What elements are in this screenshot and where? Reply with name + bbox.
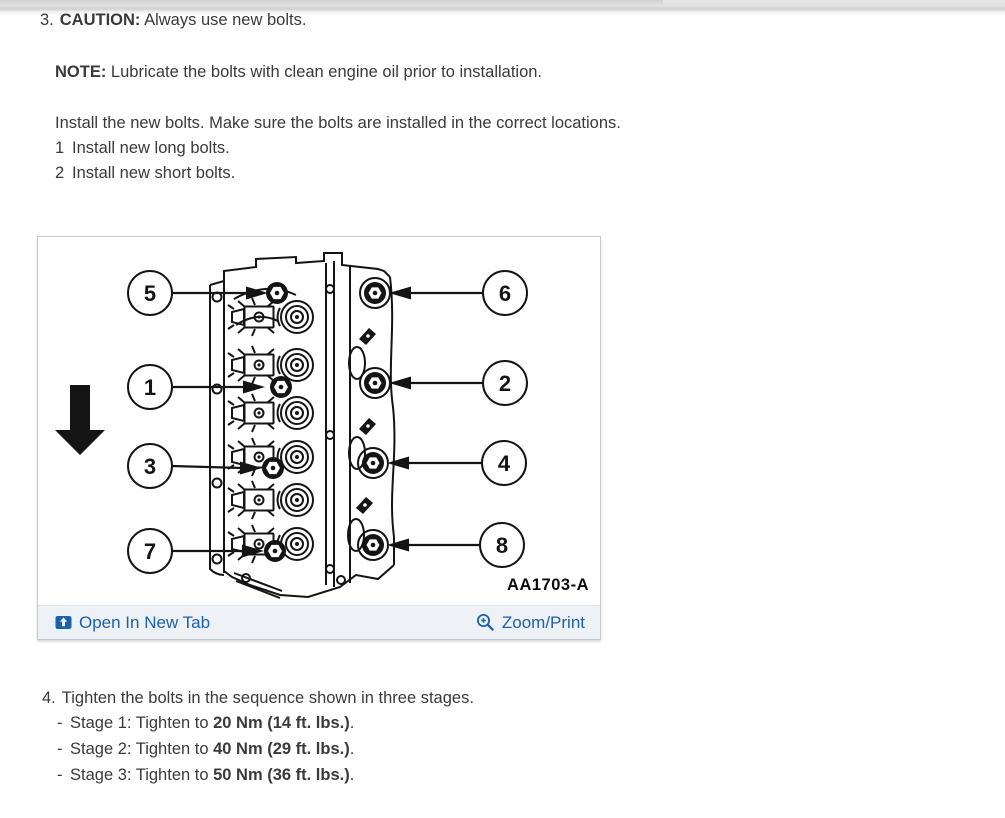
sub-step-2	[55, 164, 235, 183]
stage-bullet: -	[57, 740, 63, 758]
callout-number-5: 5	[143, 281, 157, 306]
zoom-magnifier-plus-icon	[476, 613, 495, 632]
stage-torque: 50 Nm (36 ft. lbs.)	[213, 766, 350, 784]
sub-step-text: Install new short bolts.	[72, 164, 236, 182]
callout-number-3: 3	[143, 454, 157, 479]
callout-number-2: 2	[498, 371, 512, 396]
stage-prefix: Stage 2: Tighten to	[70, 740, 214, 758]
install-instruction: Install the new bolts. Make sure the bolts are installed in the correct locations.	[55, 114, 621, 132]
callout-number-7: 7	[143, 539, 157, 564]
caution-text: Always use new bolts.	[140, 11, 307, 29]
callout-number-8: 8	[495, 533, 509, 558]
sub-step-number: 2	[55, 164, 65, 182]
callout-number-1: 1	[143, 375, 157, 400]
stage-1-line	[57, 714, 354, 733]
step-3-caution-line	[40, 11, 306, 30]
down-arrow-icon	[55, 385, 105, 455]
stage-torque: 20 Nm (14 ft. lbs.)	[213, 714, 350, 732]
caution-label: CAUTION:	[59, 11, 141, 29]
callout-circles	[128, 271, 527, 573]
note-text: Lubricate the bolts with clean engine oil prior to installation.	[106, 63, 543, 81]
step-4-line	[42, 689, 474, 708]
stage-bullet: -	[57, 714, 63, 732]
open-in-new-tab-label: Open In New Tab	[79, 612, 211, 632]
note-line	[55, 63, 542, 82]
callout-number-6: 6	[498, 281, 512, 306]
sub-step-number: 1	[55, 139, 65, 157]
stage-3-line	[57, 766, 354, 785]
open-in-new-tab-icon	[55, 615, 72, 630]
stage-suffix: .	[349, 714, 355, 732]
figure-panel	[37, 236, 601, 640]
zoom-print-link[interactable]	[476, 613, 585, 633]
stage-suffix: .	[349, 766, 355, 784]
stage-suffix: .	[349, 740, 355, 758]
stage-2-line	[57, 740, 354, 759]
stage-prefix: Stage 3: Tighten to	[70, 766, 214, 784]
figure-code: AA1703-A	[507, 576, 589, 594]
zoom-print-label: Zoom/Print	[501, 612, 585, 632]
step-4-text: Tighten the bolts in the sequence shown in three stages.	[61, 689, 474, 707]
callout-arrows	[172, 287, 483, 558]
open-in-new-tab-link[interactable]	[55, 613, 210, 633]
callout-number-4: 4	[497, 451, 511, 476]
stage-torque: 40 Nm (29 ft. lbs.)	[213, 740, 350, 758]
note-label: NOTE:	[55, 63, 107, 81]
bolt-sequence-drawing	[38, 237, 600, 605]
cylinder-head-diagram	[38, 237, 600, 605]
sub-step-text: Install new long bolts.	[72, 139, 230, 157]
stage-prefix: Stage 1: Tighten to	[70, 714, 214, 732]
step-number: 4.	[42, 689, 56, 707]
valve-spring-assemblies	[228, 298, 313, 563]
step-number: 3.	[40, 11, 54, 29]
figure-footer-bar	[38, 605, 600, 639]
stage-bullet: -	[57, 766, 63, 784]
sub-step-1	[55, 139, 230, 158]
